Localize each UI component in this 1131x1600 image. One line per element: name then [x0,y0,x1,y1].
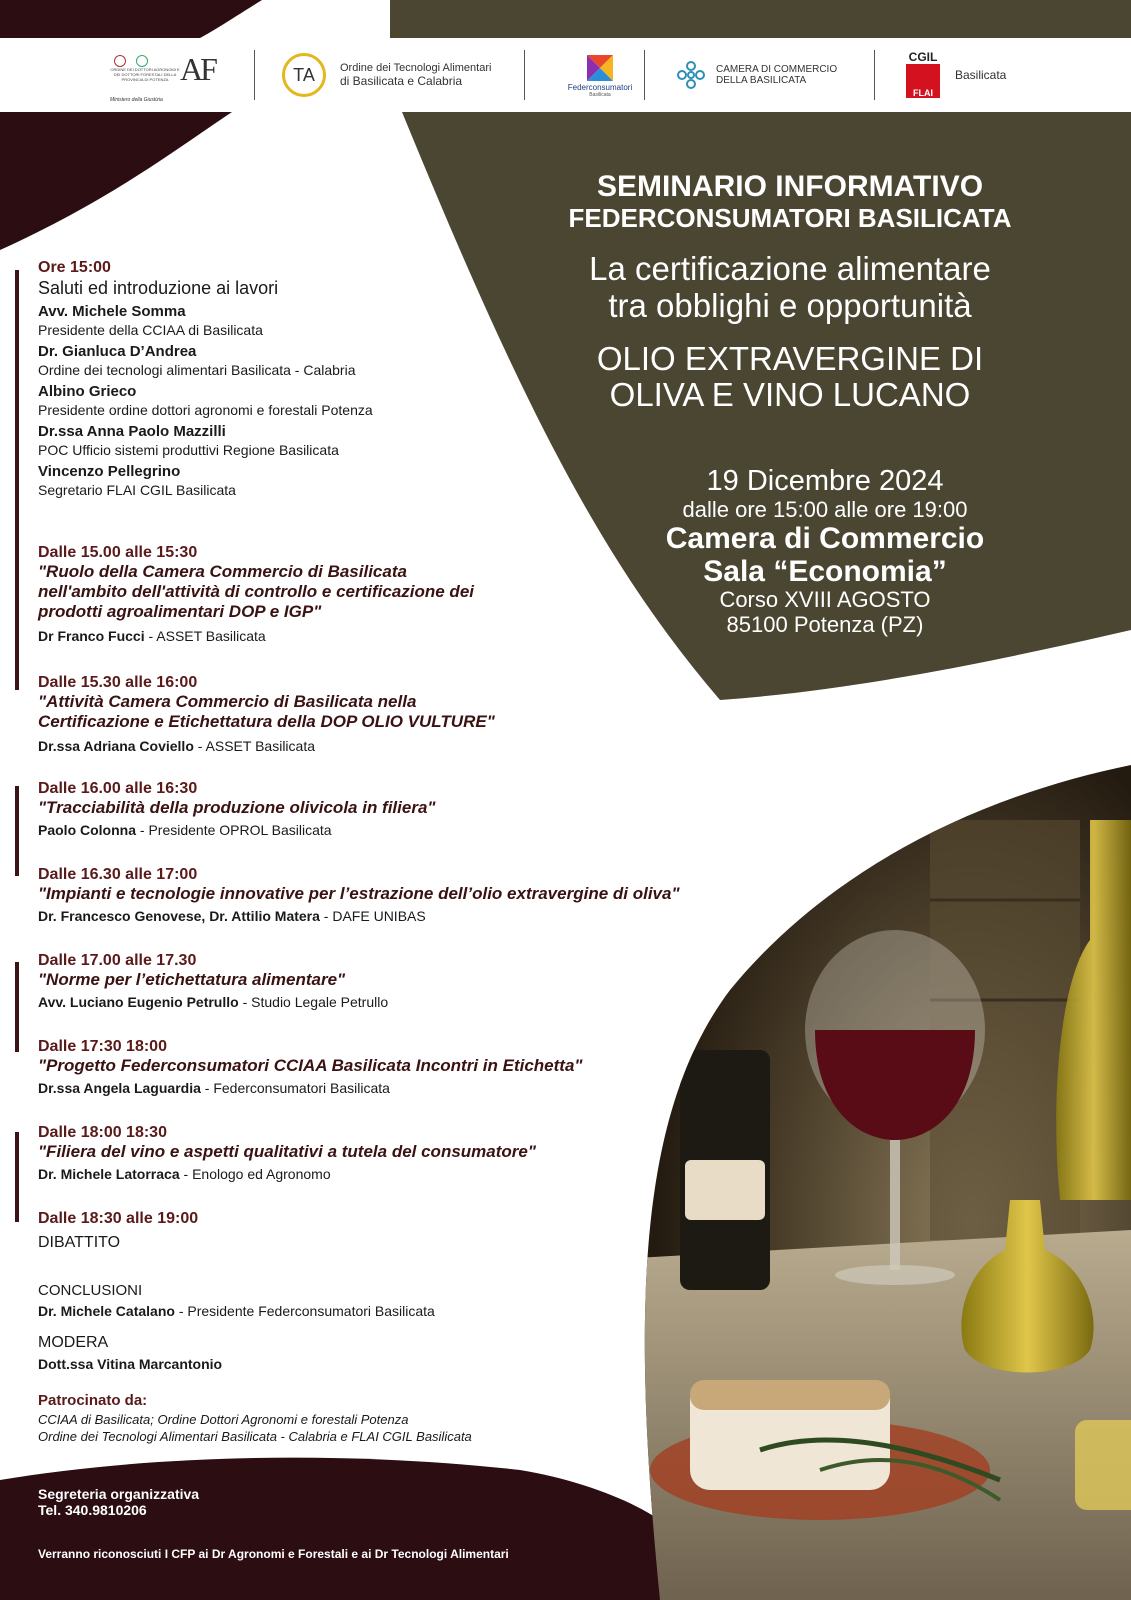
section-bar [15,270,19,690]
opening-speaker-role: POC Ufficio sistemi produttivi Regione Basilicata [38,442,339,458]
venue-line1: Camera di Commercio [665,522,985,555]
venue-line2: Sala “Economia” [703,555,947,588]
patronage-block [38,1392,658,1444]
session-title: nell'ambito dell'attività di controllo e certificazione dei [38,582,474,601]
subtitle-line1: La certificazione alimentare [589,250,991,287]
logo-federconsumatori [555,38,645,112]
logo2-line1: Ordine dei Tecnologi Alimentari [340,62,492,74]
session-org: - Enologo ed Agronomo [179,1166,331,1182]
session-org: - Studio Legale Petrullo [238,994,389,1010]
opening-time: Ore 15:00 [38,259,111,276]
secretariat-label: Segreteria organizzativa [38,1486,200,1502]
session-org: - Presidente OPROL Basilicata [136,822,332,838]
session-org: - ASSET Basilicata [144,628,266,644]
conclusions-speaker: Dr. Michele Catalano [38,1303,175,1319]
logo-agronomi [110,38,220,112]
logo1-text: ORDINE DEI DOTTORI AGRONOMI E DEI DOTTORI FORESTALI DELLA PROVINCIA DI POTENZA [110,67,180,82]
topic-line2: OLIVA E VINO LUCANO [609,376,971,413]
session-time: Dalle 17:30 18:00 [38,1038,167,1055]
moderator-block [38,1334,818,1372]
session-title: "Progetto Federconsumatori CCIAA Basilicata Incontri in Etichetta" [38,1056,583,1075]
separator [874,50,875,100]
ta-logo-icon [282,53,326,97]
conclusions-block [38,1282,818,1321]
secretariat-phone: Tel. 340.9810206 [38,1502,147,1518]
moderator-name: Dott.ssa Vitina Marcantonio [38,1356,223,1372]
session-block [38,1037,818,1098]
opening-speaker-role: Presidente ordine dottori agronomi e forestali Potenza [38,402,373,418]
federconsumatori-icon [585,53,615,83]
moderator-label: MODERA [38,1334,109,1351]
address-line2: 85100 Potenza (PZ) [726,612,924,637]
logo-tecnologi [282,38,502,112]
session-title: "Filiera del vino e aspetti qualitativi a tutela del consumatore" [38,1142,536,1161]
session-time: Dalle 16.00 alle 16:30 [38,780,198,797]
subtitle-line2: tra obblighi e opportunità [608,287,972,324]
patronage-label: Patrocinato da: [38,1392,148,1409]
italy-emblem-icon [114,55,126,67]
session-speaker: Dr.ssa Adriana Coviello [38,738,194,754]
session-time: Dalle 15.30 alle 16:00 [38,674,198,691]
topic-line1: OLIO EXTRAVERGINE DI [596,340,984,377]
camera-commercio-icon [676,60,706,90]
opening-speaker-name: Avv. Michele Somma [38,303,186,320]
logo3-sub: Basilicata [589,91,611,98]
opening-speaker-name: Albino Grieco [38,383,137,400]
cfp-notice: Verranno riconosciuti I CFP ai Dr Agronomi e Forestali e ai Dr Tecnologi Alimentari [38,1547,509,1561]
logo5-region: Basilicata [955,68,1007,82]
session-block [38,865,818,926]
logo3-name: Federconsumatori [567,82,633,92]
section-bar [15,786,19,876]
opening-speaker-role: Ordine dei tecnologi alimentari Basilicata - Calabria [38,362,356,378]
logo4-line1: CAMERA DI COMMERCIO [716,64,838,75]
session-time: Dalle 15.00 alle 15:30 [38,544,198,561]
opening-speaker-role: Segretario FLAI CGIL Basilicata [38,482,236,498]
session-block [38,779,818,840]
separator [524,50,525,100]
session-title: prodotti agroalimentari DOP e IGP" [38,602,322,621]
logo4-line2: DELLA BASILICATA [716,75,807,86]
session-speaker: Dr.ssa Angela Laguardia [38,1080,201,1096]
session-speaker: Avv. Luciano Eugenio Petrullo [38,994,239,1010]
logo1-mark: AF [180,51,215,87]
conclusions-label: CONCLUSIONI [38,1282,143,1299]
session-org: - ASSET Basilicata [193,738,316,754]
session-org: - DAFE UNIBAS [319,908,426,924]
opening-speaker-name: Dr.ssa Anna Paolo Mazzilli [38,423,226,440]
event-date: 19 Dicembre 2024 [706,465,944,497]
address-line1: Corso XVIII AGOSTO [719,587,931,612]
separator [644,50,645,100]
logo-cgil-flai [905,38,1025,112]
patronage-line: Ordine dei Tecnologi Alimentari Basilicata - Calabria e FLAI CGIL Basilicata [38,1429,472,1444]
opening-speaker-role: Presidente della CCIAA di Basilicata [38,322,263,338]
session-block [38,1123,818,1184]
session-speaker: Dr. Michele Latorraca [38,1166,180,1182]
opening-block [38,258,818,499]
section-bar [15,1132,19,1222]
separator [254,50,255,100]
title-line1: SEMINARIO INFORMATIVO [596,170,984,203]
session-speaker: Dr Franco Fucci [38,628,145,644]
session-org: - Federconsumatori Basilicata [200,1080,390,1096]
opening-label: Saluti ed introduzione ai lavori [38,278,279,298]
conclusions-org: - Presidente Federconsumatori Basilicata [174,1303,435,1319]
session-speaker: Paolo Colonna [38,822,136,838]
logo2-line2: di Basilicata e Calabria [340,74,463,88]
patronage-line: CCIAA di Basilicata; Ordine Dottori Agronomi e forestali Potenza [38,1412,409,1427]
debate-label: DIBATTITO [38,1234,121,1251]
logo5-bottom: FLAI [913,88,933,98]
session-time: Dalle 16.30 alle 17:00 [38,866,198,883]
session-block [38,543,818,646]
session-block [38,673,818,756]
session-title: "Impianti e tecnologie innovative per l’estrazione dell’olio extravergine di oliva" [38,884,680,903]
section-bar [15,962,19,1052]
event-hours: dalle ore 15:00 alle ore 19:00 [682,497,968,522]
region-emblem-icon [136,55,148,67]
session-block [38,1209,818,1252]
session-block [38,951,818,1012]
session-title: Certificazione e Etichettatura della DOP OLIO VULTURE" [38,712,495,731]
session-title: "Ruolo della Camera Commercio di Basilicata [38,562,407,581]
session-title: "Attività Camera Commercio di Basilicata nella [38,692,417,711]
session-time: Dalle 18:00 18:30 [38,1124,167,1141]
logo-camera-commercio [676,38,866,112]
session-speaker: Dr. Francesco Genovese, Dr. Attilio Matera [38,908,320,924]
logo1-caption: Ministero della Giustizia [110,97,163,103]
opening-speaker-name: Dr. Gianluca D’Andrea [38,343,197,360]
cgil-flai-icon [905,51,941,99]
logo2-mark: TA [293,64,315,85]
session-title: "Tracciabilità della produzione olivicola in filiera" [38,798,436,817]
logo5-top: CGIL [908,50,938,64]
session-time: Dalle 17.00 alle 17.30 [38,952,197,969]
session-time: Dalle 18:30 alle 19:00 [38,1210,199,1227]
session-title: "Norme per l’etichettatura alimentare" [38,970,346,989]
opening-speaker-name: Vincenzo Pellegrino [38,463,181,480]
logo-bar [0,38,1131,112]
title-line2: FEDERCONSUMATORI BASILICATA [568,203,1012,233]
